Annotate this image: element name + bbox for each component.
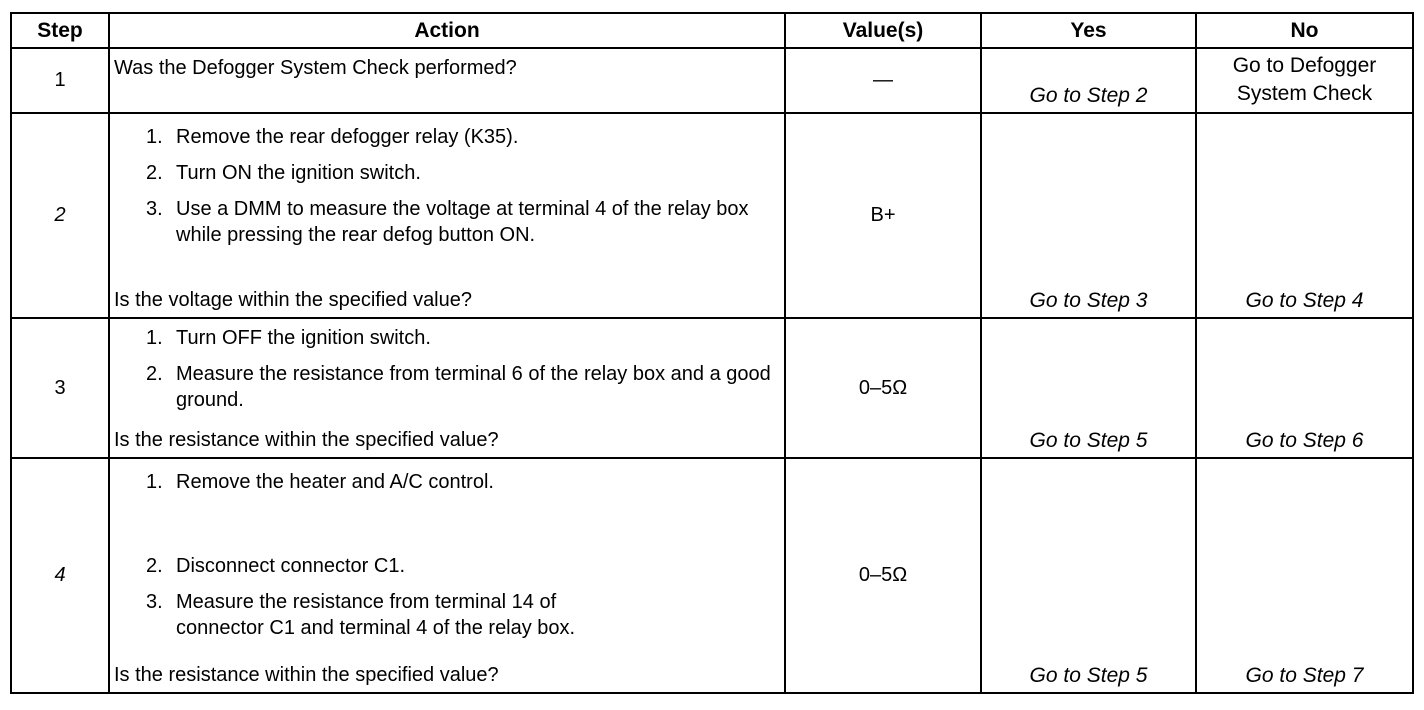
- action-cell: [109, 113, 785, 318]
- action-item: 2. Turn ON the ignition switch.: [146, 162, 421, 184]
- no-go-to: [1197, 52, 1412, 108]
- action-question: Is the resistance within the specified value?: [114, 664, 499, 686]
- yes-go-to: Go to Step 3: [1029, 289, 1148, 312]
- no-cell: [1196, 113, 1413, 318]
- table-row-step-2: [11, 113, 1413, 318]
- action-item: 2. Disconnect connector C1.: [146, 555, 406, 577]
- no-cell: [1196, 458, 1413, 693]
- table-row-step-4: [11, 458, 1413, 693]
- action-item: 1. Remove the heater and A/C control.: [146, 471, 494, 493]
- no-go-to-line2: System Check: [1236, 82, 1373, 105]
- no-go-to: Go to Step 6: [1245, 429, 1364, 452]
- no-cell: [1196, 318, 1413, 458]
- yes-go-to: Go to Step 5: [1029, 429, 1148, 452]
- action-question: Was the Defogger System Check performed?: [114, 57, 517, 79]
- action-question: Is the resistance within the specified value?: [114, 429, 499, 451]
- step-number: 2: [11, 113, 109, 318]
- header-row: [11, 13, 1413, 48]
- no-go-to-line1: Go to Defogger: [1232, 54, 1377, 77]
- step-number: 4: [11, 458, 109, 693]
- no-cell: [1196, 48, 1413, 113]
- action-question: Is the voltage within the specified value?: [114, 289, 472, 311]
- yes-cell: [981, 48, 1196, 113]
- value-cell: 0–5Ω: [785, 318, 981, 458]
- action-cell: [109, 48, 785, 113]
- yes-go-to: Go to Step 5: [1029, 664, 1148, 687]
- table-row-step-3: [11, 318, 1413, 458]
- header-values: Value(s): [785, 13, 981, 48]
- no-go-to: Go to Step 4: [1245, 289, 1364, 312]
- header-step: Step: [11, 13, 109, 48]
- action-item: 3. Measure the resistance from terminal 14 of connector C1 and terminal 4 of the relay box.: [146, 591, 576, 639]
- yes-go-to: Go to Step 2: [1029, 84, 1148, 107]
- yes-cell: [981, 458, 1196, 693]
- action-cell: [109, 458, 785, 693]
- step-number: 3: [11, 318, 109, 458]
- value-cell: 0–5Ω: [785, 458, 981, 693]
- yes-cell: [981, 113, 1196, 318]
- no-go-to: Go to Step 7: [1245, 664, 1364, 687]
- action-item: 3. Use a DMM to measure the voltage at terminal 4 of the relay box while pressing the rear defog button ON.: [146, 198, 749, 246]
- yes-cell: [981, 318, 1196, 458]
- action-cell: [109, 318, 785, 458]
- step-number: 1: [11, 48, 109, 113]
- action-item: 1. Remove the rear defogger relay (K35).: [146, 126, 519, 148]
- table-row-step-1: [11, 48, 1413, 113]
- header-action: Action: [109, 13, 785, 48]
- header-yes: Yes: [981, 13, 1196, 48]
- action-item: 2. Measure the resistance from terminal 6 of the relay box and a good ground.: [146, 363, 771, 411]
- value-cell: —: [785, 48, 981, 113]
- header-no: No: [1196, 13, 1413, 48]
- action-item: 1. Turn OFF the ignition switch.: [146, 327, 431, 349]
- value-cell: B+: [785, 113, 981, 318]
- diagnostic-table: [10, 12, 1414, 694]
